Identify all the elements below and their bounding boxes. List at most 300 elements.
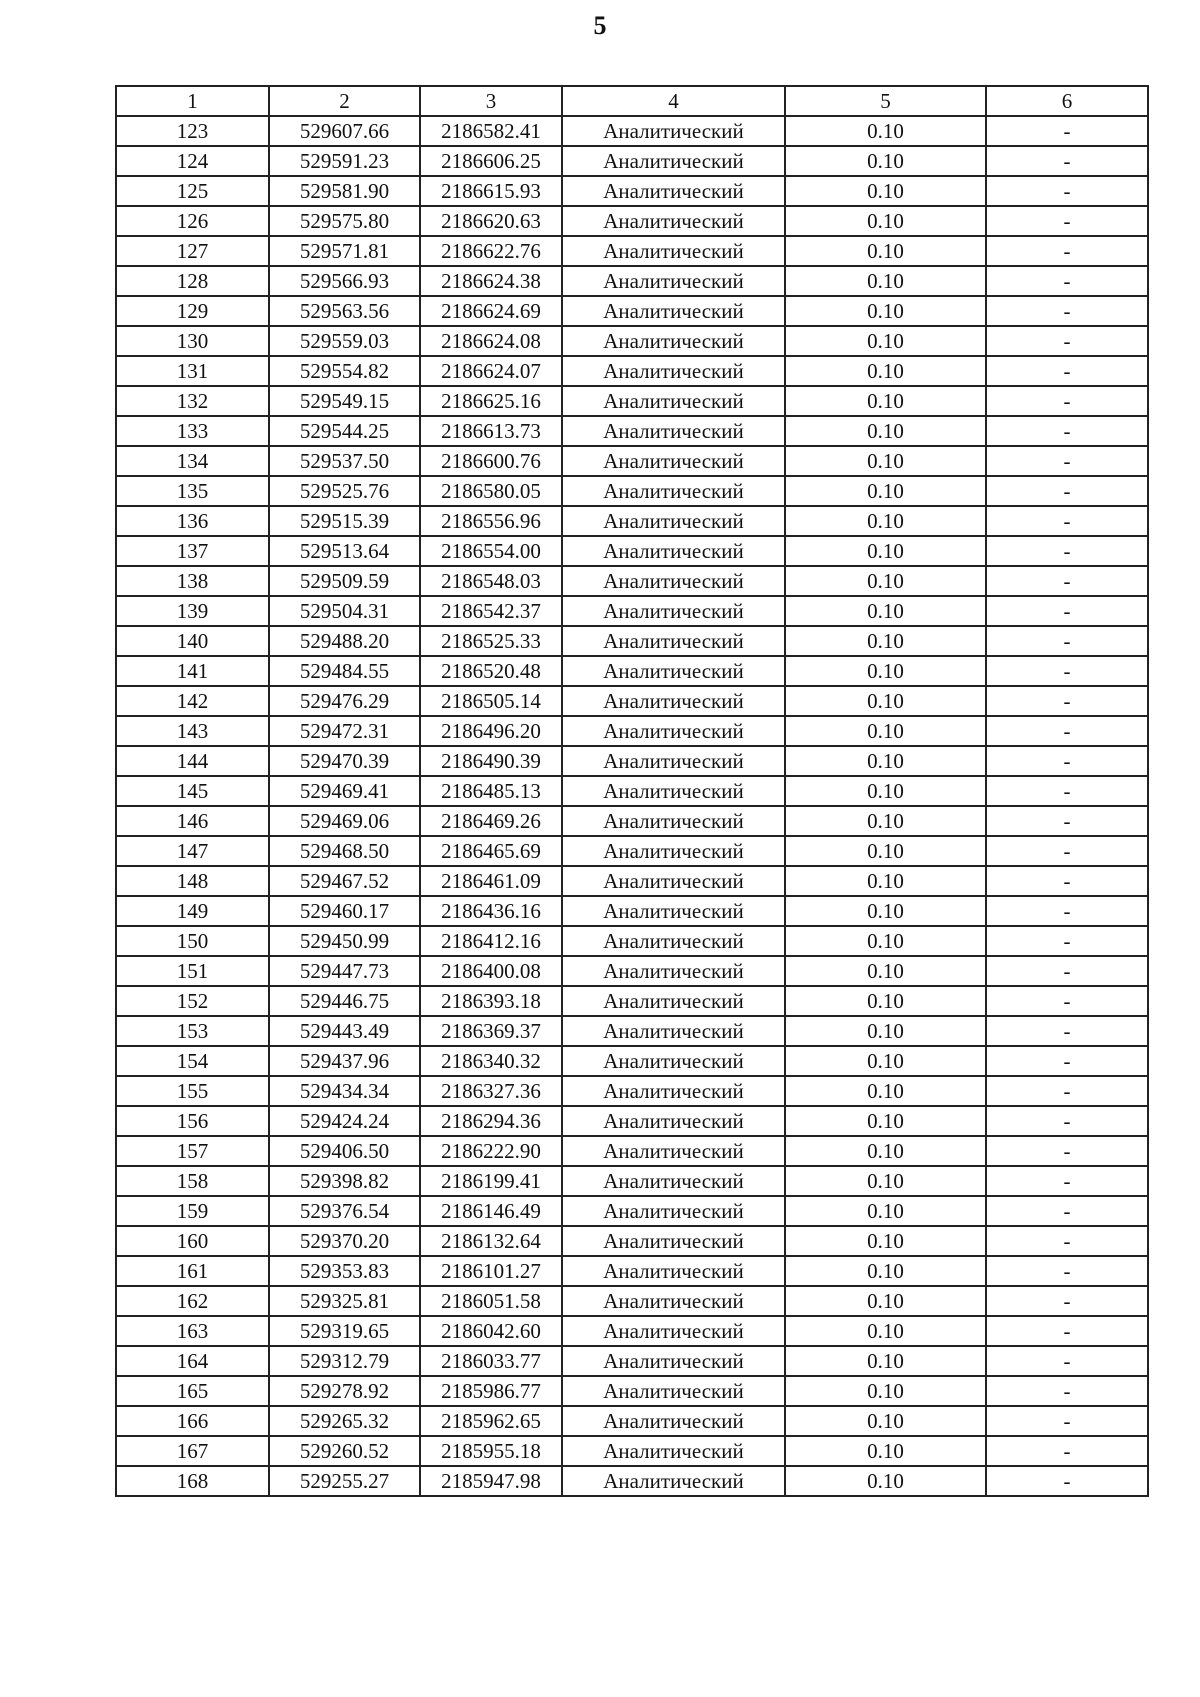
note-cell: - [986, 1466, 1148, 1496]
note-cell: - [986, 1226, 1148, 1256]
x-coordinate-cell: 529260.52 [269, 1436, 420, 1466]
method-cell: Аналитический [562, 1136, 785, 1166]
point-number-cell: 145 [116, 776, 269, 806]
point-number-cell: 149 [116, 896, 269, 926]
method-cell: Аналитический [562, 1166, 785, 1196]
precision-cell: 0.10 [785, 1166, 986, 1196]
table-row [116, 536, 1148, 566]
note-cell: - [986, 1256, 1148, 1286]
y-coordinate-cell: 2186132.64 [420, 1226, 562, 1256]
method-cell: Аналитический [562, 1046, 785, 1076]
y-coordinate-cell: 2186461.09 [420, 866, 562, 896]
y-coordinate-cell: 2186620.63 [420, 206, 562, 236]
table-row [116, 1346, 1148, 1376]
method-cell: Аналитический [562, 386, 785, 416]
method-cell: Аналитический [562, 1256, 785, 1286]
x-coordinate-cell: 529446.75 [269, 986, 420, 1016]
point-number-cell: 165 [116, 1376, 269, 1406]
point-number-cell: 141 [116, 656, 269, 686]
note-cell: - [986, 416, 1148, 446]
x-coordinate-cell: 529469.06 [269, 806, 420, 836]
y-coordinate-cell: 2186101.27 [420, 1256, 562, 1286]
coordinates-table [115, 85, 1149, 1497]
note-cell: - [986, 236, 1148, 266]
note-cell: - [986, 386, 1148, 416]
y-coordinate-cell: 2186624.08 [420, 326, 562, 356]
point-number-cell: 128 [116, 266, 269, 296]
point-number-cell: 159 [116, 1196, 269, 1226]
y-coordinate-cell: 2186436.16 [420, 896, 562, 926]
x-coordinate-cell: 529484.55 [269, 656, 420, 686]
note-cell: - [986, 206, 1148, 236]
point-number-cell: 150 [116, 926, 269, 956]
x-coordinate-cell: 529443.49 [269, 1016, 420, 1046]
table-row [116, 656, 1148, 686]
y-coordinate-cell: 2186340.32 [420, 1046, 562, 1076]
method-cell: Аналитический [562, 866, 785, 896]
point-number-cell: 154 [116, 1046, 269, 1076]
table-row [116, 296, 1148, 326]
table-row [116, 716, 1148, 746]
x-coordinate-cell: 529563.56 [269, 296, 420, 326]
note-cell: - [986, 1166, 1148, 1196]
point-number-cell: 161 [116, 1256, 269, 1286]
method-cell: Аналитический [562, 116, 785, 146]
note-cell: - [986, 686, 1148, 716]
precision-cell: 0.10 [785, 1136, 986, 1166]
method-cell: Аналитический [562, 236, 785, 266]
precision-cell: 0.10 [785, 716, 986, 746]
y-coordinate-cell: 2186542.37 [420, 596, 562, 626]
point-number-cell: 127 [116, 236, 269, 266]
x-coordinate-cell: 529434.34 [269, 1076, 420, 1106]
point-number-cell: 160 [116, 1226, 269, 1256]
point-number-cell: 132 [116, 386, 269, 416]
note-cell: - [986, 716, 1148, 746]
column-header: 1 [116, 86, 269, 116]
table-row [116, 1406, 1148, 1436]
note-cell: - [986, 1136, 1148, 1166]
note-cell: - [986, 926, 1148, 956]
precision-cell: 0.10 [785, 656, 986, 686]
precision-cell: 0.10 [785, 356, 986, 386]
y-coordinate-cell: 2186033.77 [420, 1346, 562, 1376]
point-number-cell: 166 [116, 1406, 269, 1436]
y-coordinate-cell: 2186582.41 [420, 116, 562, 146]
method-cell: Аналитический [562, 956, 785, 986]
method-cell: Аналитический [562, 356, 785, 386]
x-coordinate-cell: 529278.92 [269, 1376, 420, 1406]
note-cell: - [986, 1406, 1148, 1436]
precision-cell: 0.10 [785, 536, 986, 566]
point-number-cell: 137 [116, 536, 269, 566]
method-cell: Аналитический [562, 1226, 785, 1256]
precision-cell: 0.10 [785, 266, 986, 296]
method-cell: Аналитический [562, 506, 785, 536]
y-coordinate-cell: 2186469.26 [420, 806, 562, 836]
note-cell: - [986, 896, 1148, 926]
precision-cell: 0.10 [785, 806, 986, 836]
note-cell: - [986, 956, 1148, 986]
precision-cell: 0.10 [785, 1046, 986, 1076]
note-cell: - [986, 476, 1148, 506]
note-cell: - [986, 266, 1148, 296]
y-coordinate-cell: 2186520.48 [420, 656, 562, 686]
point-number-cell: 164 [116, 1346, 269, 1376]
point-number-cell: 138 [116, 566, 269, 596]
precision-cell: 0.10 [785, 1196, 986, 1226]
note-cell: - [986, 446, 1148, 476]
method-cell: Аналитический [562, 296, 785, 326]
table-row [116, 176, 1148, 206]
note-cell: - [986, 866, 1148, 896]
point-number-cell: 124 [116, 146, 269, 176]
x-coordinate-cell: 529376.54 [269, 1196, 420, 1226]
x-coordinate-cell: 529591.23 [269, 146, 420, 176]
method-cell: Аналитический [562, 1346, 785, 1376]
method-cell: Аналитический [562, 1016, 785, 1046]
y-coordinate-cell: 2186505.14 [420, 686, 562, 716]
x-coordinate-cell: 529312.79 [269, 1346, 420, 1376]
method-cell: Аналитический [562, 896, 785, 926]
y-coordinate-cell: 2186622.76 [420, 236, 562, 266]
point-number-cell: 134 [116, 446, 269, 476]
point-number-cell: 158 [116, 1166, 269, 1196]
column-header: 2 [269, 86, 420, 116]
y-coordinate-cell: 2185947.98 [420, 1466, 562, 1496]
x-coordinate-cell: 529424.24 [269, 1106, 420, 1136]
note-cell: - [986, 836, 1148, 866]
x-coordinate-cell: 529575.80 [269, 206, 420, 236]
x-coordinate-cell: 529472.31 [269, 716, 420, 746]
x-coordinate-cell: 529549.15 [269, 386, 420, 416]
precision-cell: 0.10 [785, 896, 986, 926]
point-number-cell: 142 [116, 686, 269, 716]
point-number-cell: 151 [116, 956, 269, 986]
table-row [116, 416, 1148, 446]
x-coordinate-cell: 529353.83 [269, 1256, 420, 1286]
x-coordinate-cell: 529488.20 [269, 626, 420, 656]
precision-cell: 0.10 [785, 836, 986, 866]
table-row [116, 1046, 1148, 1076]
point-number-cell: 152 [116, 986, 269, 1016]
point-number-cell: 144 [116, 746, 269, 776]
method-cell: Аналитический [562, 1196, 785, 1226]
point-number-cell: 123 [116, 116, 269, 146]
x-coordinate-cell: 529554.82 [269, 356, 420, 386]
x-coordinate-cell: 529504.31 [269, 596, 420, 626]
method-cell: Аналитический [562, 1466, 785, 1496]
precision-cell: 0.10 [785, 1346, 986, 1376]
point-number-cell: 140 [116, 626, 269, 656]
table-body [116, 116, 1148, 1496]
x-coordinate-cell: 529370.20 [269, 1226, 420, 1256]
x-coordinate-cell: 529406.50 [269, 1136, 420, 1166]
y-coordinate-cell: 2186606.25 [420, 146, 562, 176]
table-row [116, 1316, 1148, 1346]
method-cell: Аналитический [562, 1076, 785, 1106]
y-coordinate-cell: 2186496.20 [420, 716, 562, 746]
table-row [116, 386, 1148, 416]
x-coordinate-cell: 529325.81 [269, 1286, 420, 1316]
y-coordinate-cell: 2185962.65 [420, 1406, 562, 1436]
x-coordinate-cell: 529509.59 [269, 566, 420, 596]
precision-cell: 0.10 [785, 956, 986, 986]
precision-cell: 0.10 [785, 1106, 986, 1136]
x-coordinate-cell: 529265.32 [269, 1406, 420, 1436]
method-cell: Аналитический [562, 986, 785, 1016]
table-row [116, 746, 1148, 776]
y-coordinate-cell: 2186490.39 [420, 746, 562, 776]
table-row [116, 1016, 1148, 1046]
precision-cell: 0.10 [785, 1376, 986, 1406]
table-row [116, 146, 1148, 176]
precision-cell: 0.10 [785, 296, 986, 326]
point-number-cell: 153 [116, 1016, 269, 1046]
table-row [116, 506, 1148, 536]
table-row [116, 1436, 1148, 1466]
column-header: 4 [562, 86, 785, 116]
method-cell: Аналитический [562, 566, 785, 596]
precision-cell: 0.10 [785, 1016, 986, 1046]
note-cell: - [986, 116, 1148, 146]
x-coordinate-cell: 529537.50 [269, 446, 420, 476]
note-cell: - [986, 806, 1148, 836]
x-coordinate-cell: 529559.03 [269, 326, 420, 356]
method-cell: Аналитический [562, 146, 785, 176]
precision-cell: 0.10 [785, 1466, 986, 1496]
method-cell: Аналитический [562, 476, 785, 506]
note-cell: - [986, 296, 1148, 326]
method-cell: Аналитический [562, 626, 785, 656]
method-cell: Аналитический [562, 1406, 785, 1436]
point-number-cell: 162 [116, 1286, 269, 1316]
method-cell: Аналитический [562, 656, 785, 686]
y-coordinate-cell: 2186485.13 [420, 776, 562, 806]
note-cell: - [986, 1046, 1148, 1076]
x-coordinate-cell: 529468.50 [269, 836, 420, 866]
table-row [116, 596, 1148, 626]
precision-cell: 0.10 [785, 1316, 986, 1346]
point-number-cell: 143 [116, 716, 269, 746]
note-cell: - [986, 626, 1148, 656]
table-row [116, 626, 1148, 656]
note-cell: - [986, 656, 1148, 686]
y-coordinate-cell: 2185955.18 [420, 1436, 562, 1466]
note-cell: - [986, 506, 1148, 536]
point-number-cell: 155 [116, 1076, 269, 1106]
note-cell: - [986, 596, 1148, 626]
table-row [116, 926, 1148, 956]
method-cell: Аналитический [562, 176, 785, 206]
method-cell: Аналитический [562, 1436, 785, 1466]
point-number-cell: 139 [116, 596, 269, 626]
note-cell: - [986, 536, 1148, 566]
table-row [116, 836, 1148, 866]
table-row [116, 476, 1148, 506]
y-coordinate-cell: 2186393.18 [420, 986, 562, 1016]
precision-cell: 0.10 [785, 626, 986, 656]
table-row [116, 1196, 1148, 1226]
precision-cell: 0.10 [785, 866, 986, 896]
table-row [116, 956, 1148, 986]
column-header: 5 [785, 86, 986, 116]
table-row [116, 776, 1148, 806]
x-coordinate-cell: 529450.99 [269, 926, 420, 956]
y-coordinate-cell: 2186600.76 [420, 446, 562, 476]
precision-cell: 0.10 [785, 926, 986, 956]
precision-cell: 0.10 [785, 416, 986, 446]
point-number-cell: 157 [116, 1136, 269, 1166]
method-cell: Аналитический [562, 746, 785, 776]
x-coordinate-cell: 529607.66 [269, 116, 420, 146]
note-cell: - [986, 566, 1148, 596]
y-coordinate-cell: 2186613.73 [420, 416, 562, 446]
note-cell: - [986, 146, 1148, 176]
note-cell: - [986, 1106, 1148, 1136]
point-number-cell: 156 [116, 1106, 269, 1136]
note-cell: - [986, 776, 1148, 806]
note-cell: - [986, 986, 1148, 1016]
precision-cell: 0.10 [785, 776, 986, 806]
table-row [116, 806, 1148, 836]
x-coordinate-cell: 529255.27 [269, 1466, 420, 1496]
precision-cell: 0.10 [785, 116, 986, 146]
point-number-cell: 126 [116, 206, 269, 236]
method-cell: Аналитический [562, 266, 785, 296]
precision-cell: 0.10 [785, 1226, 986, 1256]
y-coordinate-cell: 2186624.07 [420, 356, 562, 386]
y-coordinate-cell: 2186580.05 [420, 476, 562, 506]
table-row [116, 446, 1148, 476]
table-row [116, 206, 1148, 236]
x-coordinate-cell: 529319.65 [269, 1316, 420, 1346]
column-header: 6 [986, 86, 1148, 116]
note-cell: - [986, 356, 1148, 386]
note-cell: - [986, 176, 1148, 206]
x-coordinate-cell: 529467.52 [269, 866, 420, 896]
y-coordinate-cell: 2186465.69 [420, 836, 562, 866]
point-number-cell: 135 [116, 476, 269, 506]
table-header-row [116, 86, 1148, 116]
note-cell: - [986, 326, 1148, 356]
precision-cell: 0.10 [785, 1436, 986, 1466]
method-cell: Аналитический [562, 686, 785, 716]
note-cell: - [986, 1436, 1148, 1466]
point-number-cell: 167 [116, 1436, 269, 1466]
method-cell: Аналитический [562, 776, 785, 806]
point-number-cell: 133 [116, 416, 269, 446]
table-row [116, 1136, 1148, 1166]
point-number-cell: 168 [116, 1466, 269, 1496]
method-cell: Аналитический [562, 596, 785, 626]
x-coordinate-cell: 529515.39 [269, 506, 420, 536]
note-cell: - [986, 1316, 1148, 1346]
y-coordinate-cell: 2186199.41 [420, 1166, 562, 1196]
y-coordinate-cell: 2186525.33 [420, 626, 562, 656]
table-row [116, 356, 1148, 386]
precision-cell: 0.10 [785, 506, 986, 536]
x-coordinate-cell: 529566.93 [269, 266, 420, 296]
table-row [116, 896, 1148, 926]
x-coordinate-cell: 529398.82 [269, 1166, 420, 1196]
x-coordinate-cell: 529469.41 [269, 776, 420, 806]
y-coordinate-cell: 2186412.16 [420, 926, 562, 956]
table-row [116, 1466, 1148, 1496]
table-row [116, 566, 1148, 596]
y-coordinate-cell: 2186042.60 [420, 1316, 562, 1346]
page-number: 5 [593, 11, 607, 40]
table-row [116, 1286, 1148, 1316]
precision-cell: 0.10 [785, 596, 986, 626]
x-coordinate-cell: 529513.64 [269, 536, 420, 566]
table-row [116, 1226, 1148, 1256]
method-cell: Аналитический [562, 806, 785, 836]
point-number-cell: 129 [116, 296, 269, 326]
table-row [116, 1166, 1148, 1196]
precision-cell: 0.10 [785, 566, 986, 596]
point-number-cell: 147 [116, 836, 269, 866]
note-cell: - [986, 1016, 1148, 1046]
precision-cell: 0.10 [785, 236, 986, 266]
point-number-cell: 146 [116, 806, 269, 836]
table-row [116, 686, 1148, 716]
table-row [116, 866, 1148, 896]
precision-cell: 0.10 [785, 206, 986, 236]
y-coordinate-cell: 2186615.93 [420, 176, 562, 206]
method-cell: Аналитический [562, 1316, 785, 1346]
y-coordinate-cell: 2186400.08 [420, 956, 562, 986]
method-cell: Аналитический [562, 446, 785, 476]
precision-cell: 0.10 [785, 386, 986, 416]
note-cell: - [986, 1076, 1148, 1106]
method-cell: Аналитический [562, 416, 785, 446]
y-coordinate-cell: 2186327.36 [420, 1076, 562, 1106]
precision-cell: 0.10 [785, 1406, 986, 1436]
precision-cell: 0.10 [785, 146, 986, 176]
x-coordinate-cell: 529571.81 [269, 236, 420, 266]
y-coordinate-cell: 2186556.96 [420, 506, 562, 536]
y-coordinate-cell: 2186294.36 [420, 1106, 562, 1136]
method-cell: Аналитический [562, 836, 785, 866]
precision-cell: 0.10 [785, 686, 986, 716]
y-coordinate-cell: 2186554.00 [420, 536, 562, 566]
table-row [116, 236, 1148, 266]
method-cell: Аналитический [562, 1286, 785, 1316]
table-row [116, 1376, 1148, 1406]
precision-cell: 0.10 [785, 326, 986, 356]
x-coordinate-cell: 529476.29 [269, 686, 420, 716]
y-coordinate-cell: 2186624.38 [420, 266, 562, 296]
table-row [116, 1256, 1148, 1286]
note-cell: - [986, 1286, 1148, 1316]
x-coordinate-cell: 529470.39 [269, 746, 420, 776]
method-cell: Аналитический [562, 1376, 785, 1406]
method-cell: Аналитический [562, 206, 785, 236]
point-number-cell: 136 [116, 506, 269, 536]
method-cell: Аналитический [562, 926, 785, 956]
table-row [116, 326, 1148, 356]
note-cell: - [986, 1196, 1148, 1226]
table-row [116, 986, 1148, 1016]
precision-cell: 0.10 [785, 986, 986, 1016]
y-coordinate-cell: 2186051.58 [420, 1286, 562, 1316]
x-coordinate-cell: 529581.90 [269, 176, 420, 206]
table-row [116, 116, 1148, 146]
y-coordinate-cell: 2185986.77 [420, 1376, 562, 1406]
method-cell: Аналитический [562, 1106, 785, 1136]
y-coordinate-cell: 2186146.49 [420, 1196, 562, 1226]
